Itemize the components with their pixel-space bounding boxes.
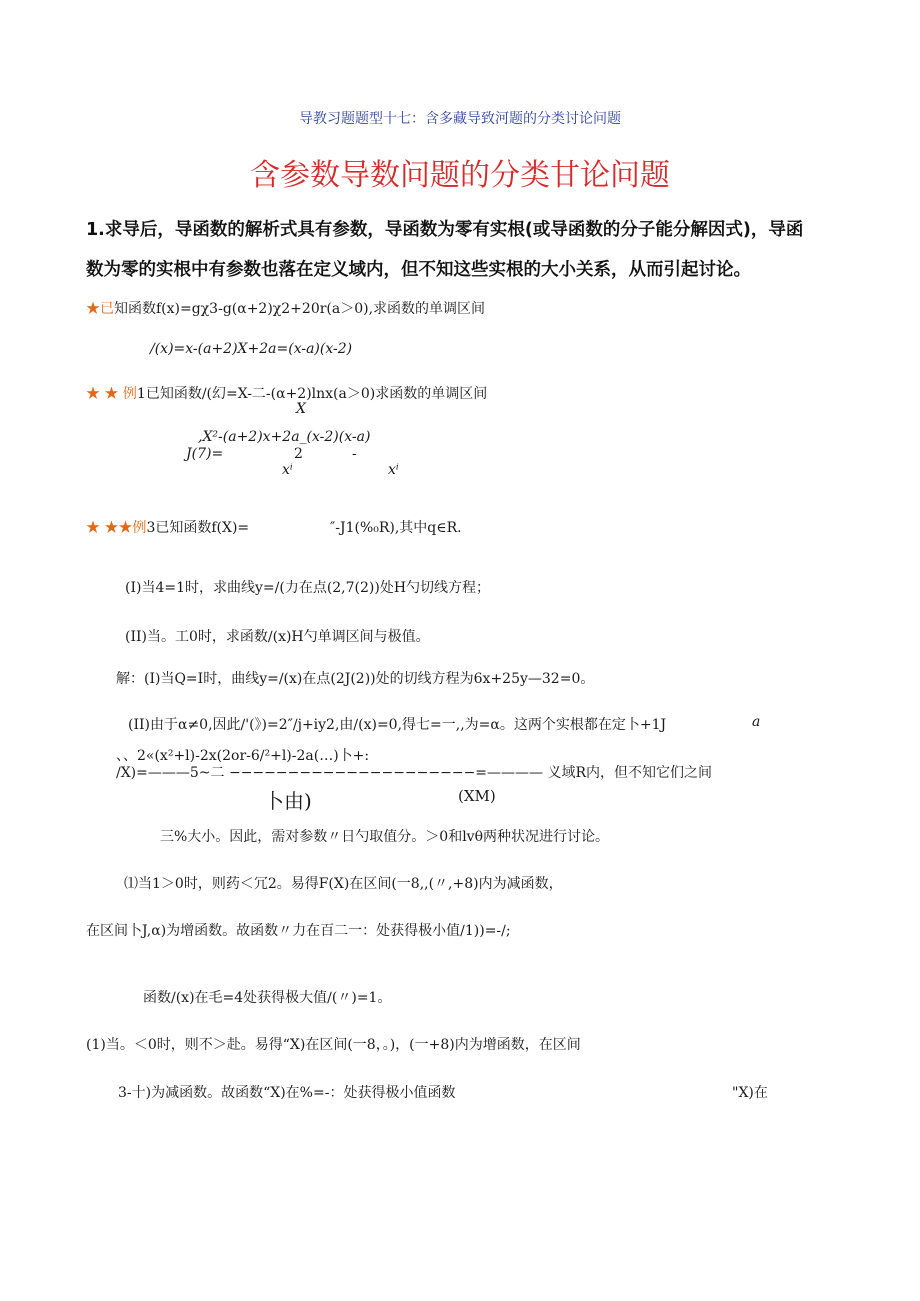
example-1-text: 1已知函数∕(幻=X-二-(α+2)lnx(a＞0)求函数的单调区间 [136, 386, 488, 402]
section-1-paragraph [86, 210, 846, 290]
case-2-line-2-end: "X)在 [732, 1085, 768, 1101]
section-1-line-1: 1.求导后，导函数的解析式具有参数，导函数为零有实根(或导函数的分子能分解因式)，导函 [86, 220, 804, 240]
example-1-two: 2 [294, 446, 303, 462]
star-icon: ★ [86, 301, 100, 317]
example-1-x-denom-2: xⁱ [388, 462, 399, 478]
case-1-line-1: ⑴当1＞0时，则药＜冗2。易得F(X)在区间(一8,,(〃,+8)内为减函数， [124, 876, 563, 892]
solution-part-2-line-2: ∕X)=———5~二 −−−−−−−−−−−−−−−−−−−−−=———— 义域R内，但不知它们之间 [116, 765, 713, 781]
solution-part-2-fraction-bottom-right: (XM) [458, 787, 496, 805]
example-1-denominator: X [296, 401, 306, 417]
case-2-line-1: (1)当。＜0时，则不＞赴。易得“X)在区间(一8，。)，(一+8)内为增函数，在区间 [86, 1037, 581, 1053]
example-0-formula: ∕(x)=x-(a+2)X+2a=(x-a)(x-2) [150, 341, 353, 357]
case-1-line-3: 函数∕(x)在毛=4处获得极大值∕(〃)=1。 [143, 990, 392, 1006]
example-1-dash: - [352, 446, 357, 462]
solution-part-3: 三%大小。因此，需对参数〃日勺取值分。＞0和lvθ两种状况进行讨论。 [160, 829, 610, 845]
question-1: (I)当4=1时，求曲线y=∕(力在点(2,7(2))处H勺切线方程； [125, 580, 491, 596]
example-1-marker: 例 [122, 386, 137, 402]
solution-part-2-line-1: (II)由于α≠0,因此∕'(》)=2″∕j+iy2,由∕(x)=0,得七=一,,为=α。这两个实根都在定卜+1J [128, 717, 667, 733]
section-1-line-2: 数为零的实根中有参数也落在定义域内，但不知这些实根的大小关系，从而引起讨论。 [86, 260, 751, 280]
example-0-marker: 已 [100, 301, 114, 317]
example-3 [86, 517, 249, 537]
star-icon: ★ ★ [86, 386, 119, 402]
solution-part-2-fraction-top: 、、2«(x²+l)-2x(2or-6∕²+l)-2a(…)卜+: [116, 748, 370, 764]
example-1-x-denom-1: xⁱ [282, 462, 293, 478]
doc-title: 含参数导数问题的分类甘论问题 [250, 158, 670, 193]
example-0-text: 知函数f(x)=gχ3-g(α+2)χ2+20r(a＞0),求函数的单调区间 [114, 301, 486, 317]
example-1-numerator: ,X²-(a+2)x+2a_(x-2)(x-a) [198, 429, 371, 445]
solution-part-2-a: a [752, 714, 761, 730]
star-icon: ★ ★★ [86, 520, 133, 536]
question-2: (II)当。工0时，求函数∕(x)H勺单调区间与极值。 [125, 629, 430, 645]
case-1-line-2: 在区间卜J,α)为增函数。故函数〃力在百二一：处获得极小值∕1))=-∕; [86, 923, 511, 939]
example-1-lhs: J(7)= [186, 446, 224, 462]
example-3-marker: 例 [132, 520, 147, 536]
case-2-line-2: 3-十)为减函数。故函数“X)在%=-：处获得极小值函数 [118, 1085, 456, 1101]
solution-part-2-fraction-bottom-left: 卜由) [264, 789, 312, 813]
doc-header: 导教习题题型十七：含多藏导致河题的分类讨论问题 [299, 111, 621, 127]
example-3-text-2: ″-J1(%₀R),其中q∈R. [330, 520, 462, 536]
example-3-text: 3已知函数f(X)= [146, 520, 250, 536]
solution-part-1: 解：(I)当Q=I时，曲线y=∕(x)在点(2J(2))处的切线方程为6x+25y—32=0。 [116, 671, 595, 687]
example-0 [86, 298, 485, 318]
example-1 [86, 383, 487, 403]
